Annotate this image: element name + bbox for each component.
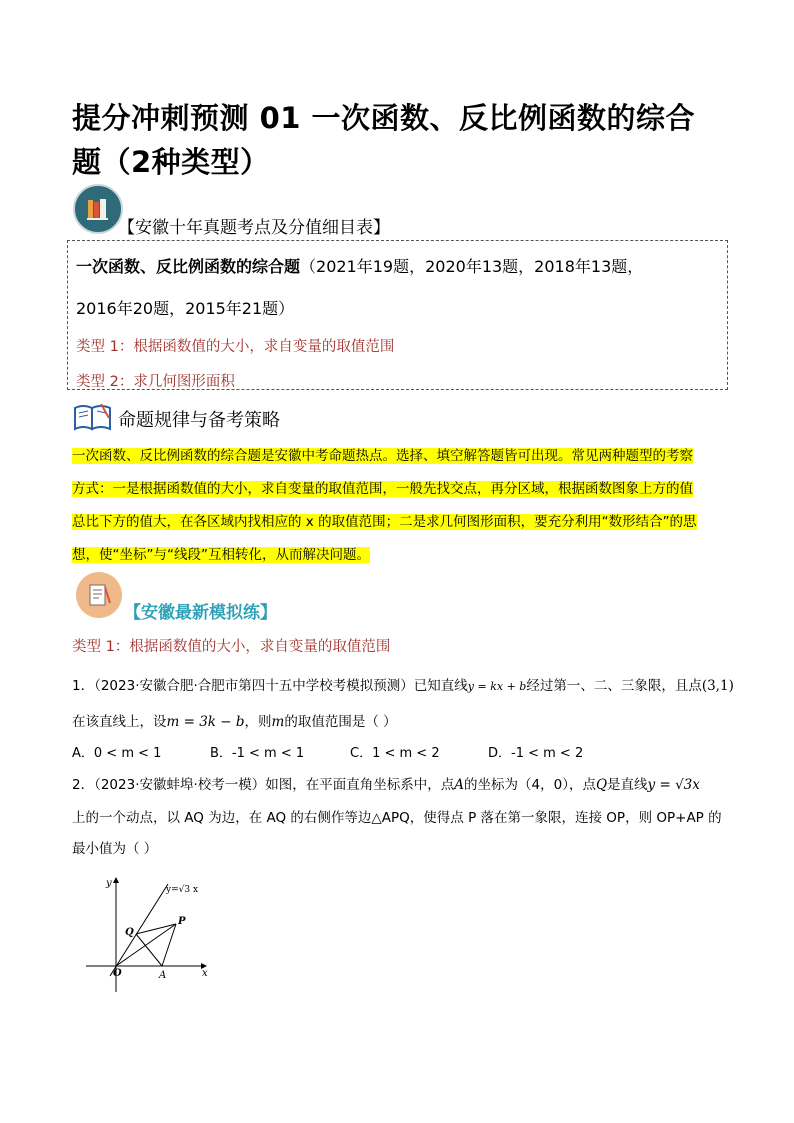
- coordinate-figure: [84, 872, 214, 997]
- topic-bold: 一次函数、反比例函数的综合题: [76, 257, 301, 276]
- label-a: A: [159, 970, 167, 981]
- section1-heading-row: [73, 184, 123, 234]
- topic-years-1: （2021年19题，2020年13题，2018年13题，: [300, 257, 644, 276]
- question-2-line-2: 上的一个动点，以 AQ 为边，在 AQ 的右侧作等边△APQ，使得点 P 落在第一象限，连接 OP，则 OP+AP 的: [72, 810, 722, 826]
- topic-line-1: [76, 249, 726, 285]
- q1-text-4: ，则: [244, 714, 272, 730]
- page-title: [72, 96, 732, 184]
- q2-equation: y = √3x: [647, 777, 700, 793]
- question-1-choices: [72, 742, 583, 761]
- q1-choice-b[interactable]: B．-1 < m < 1: [210, 746, 305, 761]
- q1-choice-c[interactable]: C．1 < m < 2: [350, 746, 440, 761]
- question-1-line-1: [72, 674, 732, 694]
- q1-text-5: 的取值范围是（ ）: [284, 714, 397, 730]
- q1-choice-a[interactable]: A．0 < m < 1: [72, 746, 162, 761]
- q1-point: (3,1): [701, 678, 734, 694]
- q1-m: m: [271, 714, 285, 730]
- section1-heading: 【安徽十年真题考点及分值细目表】: [118, 218, 390, 238]
- label-y: y: [106, 878, 112, 889]
- label-p: P: [178, 916, 186, 927]
- strategy-line-1: 一次函数、反比例函数的综合题是安徽中考命题热点。选择、填空解答题皆可出现。常见两种题型的考察: [72, 448, 693, 464]
- title-line-2: 题（2种类型）: [72, 145, 270, 179]
- question-1-line-2: [72, 710, 397, 730]
- segment-qa: [136, 934, 162, 966]
- label-o: O: [113, 968, 122, 979]
- q1-line-equation: y = kx + b: [467, 680, 527, 693]
- q2-text-2: 的坐标为（4，0），点: [464, 777, 596, 793]
- books-icon: [73, 184, 123, 234]
- topic-line-2: 2016年20题，2015年21题）: [76, 299, 295, 318]
- question-2-line-3: 最小值为（ ）: [72, 841, 158, 857]
- q2-point-q: Q: [595, 777, 608, 793]
- type-1-label: 类型 1：根据函数值的大小，求自变量的取值范围: [76, 339, 395, 355]
- q1-text-2: 经过第一、二、三象限，且点: [526, 678, 702, 694]
- label-line: y=√3 x: [166, 885, 199, 895]
- label-x: x: [202, 968, 208, 979]
- q1-choice-d[interactable]: D．-1 < m < 2: [488, 746, 584, 761]
- strategy-paragraph: [72, 440, 724, 572]
- segment-ap: [162, 924, 176, 966]
- strategy-line-3: 总比下方的值大，在各区域内找相应的 x 的取值范围；二是求几何图形面积，要充分利用“数形结合”的思: [72, 514, 697, 530]
- strategy-line-4: 想，使“坐标”与“线段”互相转化，从而解决问题。: [72, 547, 370, 563]
- strategy-line-2: 方式：一是根据函数值的大小，求自变量的取值范围，一般先找交点，再分区域，根据函数图象上方的值: [72, 481, 693, 497]
- practice-icon: [76, 572, 122, 618]
- section2-heading: 命题规律与备考策略: [118, 410, 280, 431]
- q2-text-3: 是直线: [607, 777, 648, 793]
- notebook-icon: [73, 402, 113, 436]
- q1-m-expression: m = 3k − b: [166, 714, 245, 730]
- q1-text-1: 1．（2023·安徽合肥·合肥市第四十五中学校考模拟预测）已知直线: [72, 678, 468, 694]
- section3-heading: 【安徽最新模拟练】: [124, 603, 277, 623]
- q1-text-3: 在该直线上，设: [72, 714, 167, 730]
- q2-text-1: 2．（2023·安徽蚌埠·校考一模）如图，在平面直角坐标系中，点: [72, 777, 455, 793]
- q2-point-a: A: [454, 777, 465, 793]
- label-q: Q: [125, 927, 134, 938]
- title-line-1: 提分冲刺预测 01 一次函数、反比例函数的综合: [72, 101, 696, 135]
- exam-topic-box: [67, 240, 728, 390]
- type-2-label: 类型 2：求几何图形面积: [76, 374, 235, 390]
- question-2-line-1: [72, 773, 734, 793]
- section3-type-1: 类型 1：根据函数值的大小，求自变量的取值范围: [72, 639, 391, 655]
